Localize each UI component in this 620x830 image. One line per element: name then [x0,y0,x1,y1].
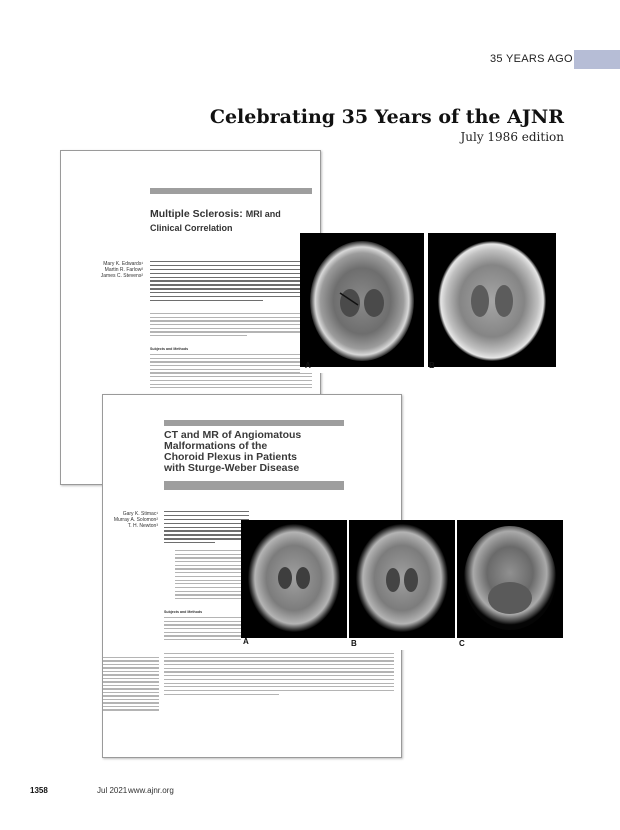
author: T. H. Newton³ [127,523,158,529]
article-title-sturge-weber [164,430,334,474]
footer-date: Jul 2021 [97,786,128,795]
author: Mary K. Edwards¹ [103,261,143,267]
mri-brain-b [356,524,448,632]
title-line: with Sturge-Weber Disease [164,462,300,474]
author: Gary K. Stimac¹ [122,511,158,517]
section-heading: Subjects and Methods [150,347,189,351]
body-text [150,313,312,339]
title-subtitle: Clinical Correlation [150,223,233,233]
figure-label-b: B [351,639,357,648]
article-title-ms [150,207,310,235]
body-text-wide [164,653,394,697]
figure-label-c: C [459,639,465,648]
figure-label-a: A [305,361,311,370]
title-bar [150,188,312,194]
abstract-block [150,261,312,304]
figure-ms [300,233,556,373]
authors-sturge-weber [103,511,158,529]
section-label: 35 YEARS AGO [490,53,573,65]
body-text [150,354,312,391]
authors-ms [71,261,143,279]
author: Murray A. Solomon² [113,517,158,523]
title-part: Multiple Sclerosis: [150,208,243,220]
author: Martin R. Farlow² [104,267,143,273]
mri-images-ms [300,233,556,367]
title-line: Malformations of the [164,440,268,452]
figure-label-a: A [243,637,249,646]
title-line: CT and MR of Angiomatous [164,429,302,441]
footer-url[interactable]: www.ajnr.org [128,786,174,795]
title-bar-lower [164,481,344,490]
title-bar [164,420,344,426]
section-tab [574,50,620,69]
mri-images-sturge-weber [241,520,563,638]
figure-sturge-weber [241,520,563,650]
page-title: Celebrating 35 Years of the AJNR [209,106,564,128]
abstract-block [164,511,249,546]
mri-brain-b [438,241,546,361]
mri-brain-a [248,524,340,632]
title-rest: MRI and [245,209,281,219]
figure-label-b: B [429,361,435,370]
body-text [164,617,249,643]
section-heading: Subjects and Methods [164,610,203,614]
author: James C. Stevens² [100,273,143,279]
page-number: 1358 [30,786,48,795]
mri-brain-a [310,241,414,361]
mri-brain-c [464,526,556,630]
edition-subtitle: July 1986 edition [460,130,564,144]
title-line: Choroid Plexus in Patients [164,451,298,463]
footnotes [103,657,159,713]
body-text [175,550,249,602]
